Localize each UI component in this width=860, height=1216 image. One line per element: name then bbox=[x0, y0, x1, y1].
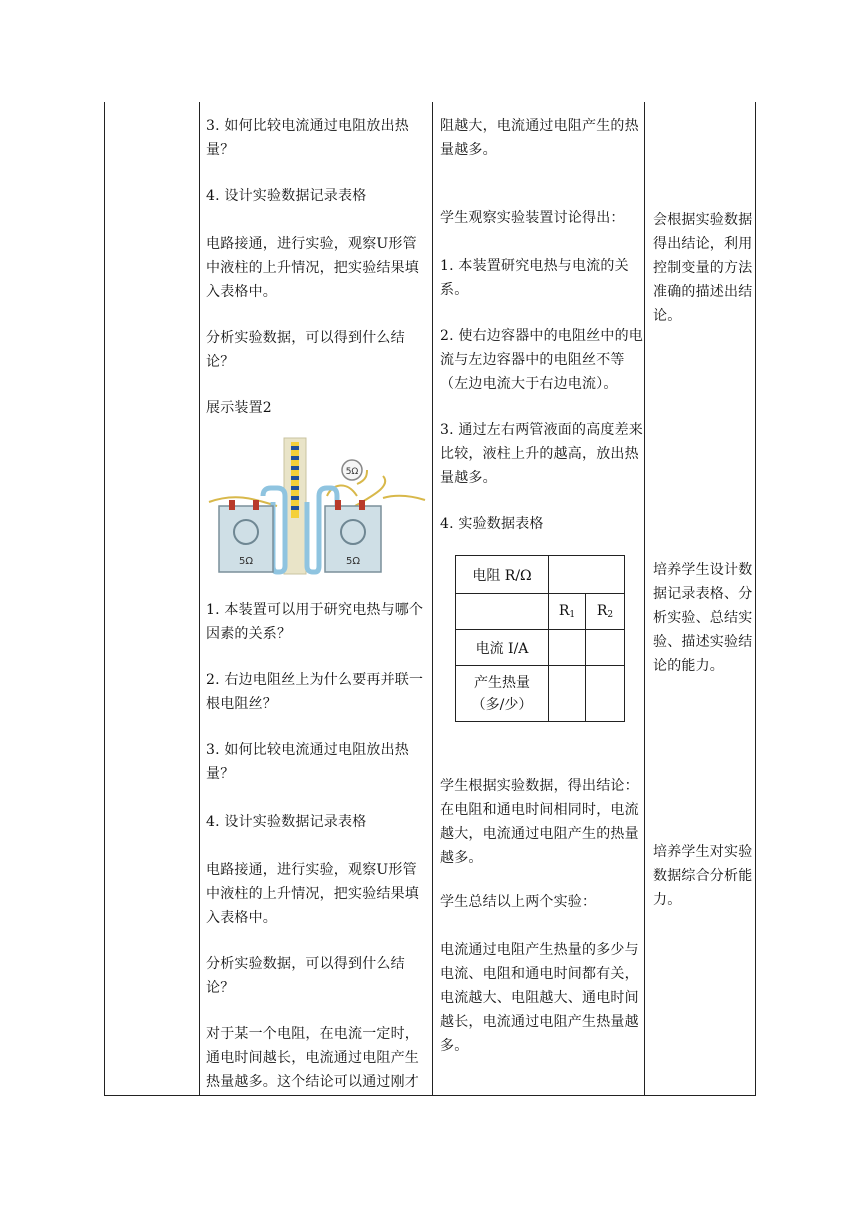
r1-header: $R_1$ bbox=[549, 594, 586, 630]
question-1-b: 1. 本装置可以用于研究电热与哪个因素的关系？ bbox=[206, 602, 424, 642]
intent-1: 会根据实验数据得出结论，利用控制变量的方法准确的描述出结论。 bbox=[653, 212, 753, 324]
column-divider bbox=[432, 102, 433, 1095]
answer-4: 4. 实验数据表格 bbox=[440, 516, 544, 532]
summary-heading: 学生总结以上两个实验： bbox=[440, 894, 597, 910]
answer-1: 1. 本装置研究电热与电流的关系。 bbox=[440, 258, 629, 298]
heat-header: 产生热量 （多/少） bbox=[456, 666, 549, 722]
current-header: 电流 I/A bbox=[456, 630, 549, 666]
observe-heading: 学生观察实验装置讨论得出： bbox=[440, 210, 625, 226]
student-conclusion: 学生根据实验数据，得出结论：在电阻和通电时间相同时，电流越大，电流通过电阻产生的热量越多。 bbox=[440, 778, 639, 866]
stage-column bbox=[105, 102, 199, 1095]
question-2-b: 2. 右边电阻丝上为什么要再并联一根电阻丝？ bbox=[206, 672, 424, 712]
lesson-table bbox=[104, 102, 756, 1096]
table-cell bbox=[586, 666, 625, 722]
table-cell bbox=[549, 630, 586, 666]
final-conclusion: 电流通过电阻产生热量的多少与电流、电阻和通电时间都有关，电流越大、电阻越大、通电时间越长，电流通过电阻产生热量越多。 bbox=[440, 942, 639, 1054]
intent-3: 培养学生对实验数据综合分析能力。 bbox=[653, 844, 753, 908]
r2-header: $R_2$ bbox=[586, 594, 625, 630]
column-divider bbox=[199, 102, 200, 1095]
external-resistor-label: 5Ω bbox=[345, 467, 359, 477]
table-cell bbox=[586, 630, 625, 666]
analyze-prompt-b: 分析实验数据，可以得到什么结论？ bbox=[206, 956, 405, 996]
design-intent-column bbox=[647, 102, 755, 1095]
intent-2: 培养学生设计数据记录表格、分析实验、总结实验、描述实验结论的能力。 bbox=[653, 562, 753, 674]
procedure-text-b: 电路接通，进行实验，观察U形管中液柱的上升情况，把实验结果填入表格中。 bbox=[206, 862, 419, 926]
column-divider bbox=[644, 102, 645, 1095]
table-cell bbox=[456, 594, 549, 630]
left-resistor-label: 5Ω bbox=[238, 556, 254, 567]
analyze-prompt-a: 分析实验数据，可以得到什么结论？ bbox=[206, 330, 405, 370]
question-4-b: 4. 设计实验数据记录表格 bbox=[206, 814, 367, 830]
procedure-text-a: 电路接通，进行实验，观察U形管中液柱的上升情况，把实验结果填入表格中。 bbox=[206, 236, 419, 300]
time-conclusion-text: 对于某一个电阻，在电流一定时，通电时间越长，电流通过电阻产生热量越多。这个结论可以通过刚才 bbox=[206, 1026, 419, 1090]
student-activity-column bbox=[435, 102, 643, 1095]
question-4-a: 4. 设计实验数据记录表格 bbox=[206, 188, 367, 204]
apparatus-2-image bbox=[207, 436, 427, 578]
answer-3: 3. 通过左右两管液面的高度差来比较，液柱上升的越高，放出热量越多。 bbox=[440, 422, 643, 486]
device-2-heading: 展示装置2 bbox=[206, 400, 272, 416]
table-cell bbox=[549, 556, 625, 594]
question-3-a: 3. 如何比较电流通过电阻放出热量？ bbox=[206, 118, 410, 158]
table-cell bbox=[549, 666, 586, 722]
answer-2: 2. 使右边容器中的电阻丝中的电流与左边容器中的电阻丝不等（左边电流大于右边电流）。 bbox=[440, 328, 643, 392]
right-resistor-label: 5Ω bbox=[345, 556, 361, 567]
teacher-activity-column bbox=[201, 102, 432, 1095]
continued-text: 阻越大，电流通过电阻产生的热量越多。 bbox=[440, 118, 639, 158]
experiment-data-table bbox=[455, 555, 625, 722]
resistance-header: 电阻 R/Ω bbox=[456, 556, 549, 594]
question-3-b: 3. 如何比较电流通过电阻放出热量？ bbox=[206, 742, 410, 782]
